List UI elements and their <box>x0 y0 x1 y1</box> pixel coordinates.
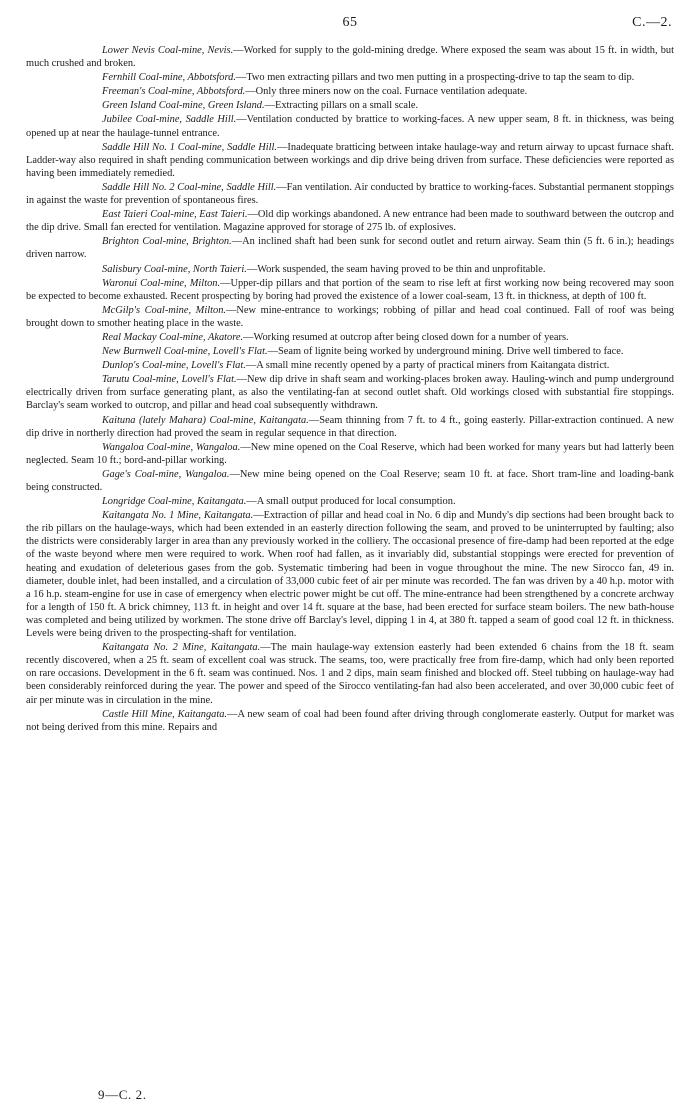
mine-name: Salisbury Coal-mine, North Taieri. <box>102 263 247 275</box>
mine-report-text: —New mine-entrance to workings; robbing of pillar and head coal continued. Fall of roof was being brought down to smother heating place in the waste. <box>26 304 674 329</box>
mine-report-paragraph <box>26 641 674 706</box>
mine-report-text: —Worked for supply to the gold-mining dredge. Where exposed the seam was about 15 ft. in width, but much crushed and broken. <box>26 45 674 70</box>
mine-report-text: —Working resumed at outcrop after being closed down for a number of years. <box>243 331 569 343</box>
mine-name: Gage's Coal-mine, Wangaloa. <box>102 468 230 480</box>
mine-report-paragraph <box>26 208 674 234</box>
mine-name: Saddle Hill No. 1 Coal-mine, Saddle Hill. <box>102 141 278 153</box>
mine-report-text: —The main haulage-way extension easterly had been extended 6 chains from the 18 ft. seam recently discovered, when a 25 ft. seam of excellent coal was struck. The seams, too, were practically free from fire-damp, which had only been reported on rare occasions. Development in the 6 ft. seam was continued. Nos. 1 and 2 dips, main seam finished and blocked off. Steel tubbing on haulage-way had been considerably reinforced during the year. The power and speed of the Sirocco ventilating-fan had also been accelerated, and over 30,000 cubic feet of air per minute was in circulation in the mine. <box>26 642 674 706</box>
mine-report-paragraph <box>26 414 674 440</box>
mine-report-text: —Seam thinning from 7 ft. to 4 ft., going easterly. Pillar-extraction continued. A new dip drive in northerly direction had proved the seam in regular sequence in that direction. <box>26 414 675 439</box>
mine-name: Dunlop's Coal-mine, Lovell's Flat. <box>102 360 246 372</box>
mine-report-paragraph <box>26 235 674 261</box>
mine-report-paragraph <box>26 441 674 467</box>
mine-report-paragraph <box>26 277 674 303</box>
mine-report-paragraph <box>26 113 674 139</box>
mine-name: Jubilee Coal-mine, Saddle Hill. <box>102 114 237 126</box>
mine-name: Tarutu Coal-mine, Lovell's Flat. <box>102 374 237 386</box>
mine-name: Wangaloa Coal-mine, Wangaloa. <box>102 441 241 453</box>
mine-name: Waronui Coal-mine, Milton. <box>102 277 221 289</box>
mine-name: Freeman's Coal-mine, Abbotsford. <box>102 86 246 98</box>
page-header <box>26 16 674 36</box>
mine-report-text: —A small mine recently opened by a party of practical miners from Kaitangata district. <box>245 360 610 372</box>
mine-report-text: —Fan ventilation. Air conducted by brattice to working-faces. Substantial permanent stoppings in against the waste for prevention of spontaneous fires. <box>26 181 674 207</box>
mine-report-text: —Work suspended, the seam having proved to be thin and unprofitable. <box>246 263 546 275</box>
mine-report-text: —Old dip workings abandoned. A new entrance had been made to southward between the outcrop and the dip drive. Small fan erected for ventilation. Magazine approved for storage of 275 lb. of explosives. <box>26 209 674 234</box>
mine-report-paragraph <box>26 99 674 112</box>
mine-report-paragraph <box>26 495 674 508</box>
mine-report-text: —New mine being opened on the Coal Reserve; seam 10 ft. at face. Short tram-line and loading-bank being constructed. <box>26 468 674 493</box>
mine-report-paragraph <box>26 373 674 412</box>
mine-name: New Burnwell Coal-mine, Lovell's Flat. <box>102 346 268 358</box>
mine-report-text: —An inclined shaft had been sunk for second outlet and return airway. Seam thin (5 ft. 6 in.); headings driven narrow. <box>26 236 675 261</box>
mine-name: Brighton Coal-mine, Brighton. <box>102 236 232 248</box>
mine-report-text: —Only three miners now on the coal. Furnace ventilation adequate. <box>245 86 528 98</box>
mine-report-paragraph <box>26 85 674 98</box>
mine-report-text: —Ventilation conducted by brattice to working-faces. A new upper seam, 8 ft. in thickness, was being opened up at near the haulage-tunnel entrance. <box>26 114 674 139</box>
mine-name: East Taieri Coal-mine, East Taieri. <box>102 209 248 221</box>
mine-report-text: —New mine opened on the Coal Reserve, which had been worked for many years but had latterly been neglected. Seam 10 ft.; bord-and-pillar working. <box>26 441 674 466</box>
mine-report-text: —A new seam of coal had been found after driving through conglomerate easterly. Output for market was not being derived from this mine. Repairs and <box>26 708 675 733</box>
mine-report-paragraph <box>26 331 674 344</box>
mine-name: Kaitangata No. 2 Mine, Kaitangata. <box>102 642 261 654</box>
mine-report-text: —A small output produced for local consumption. <box>246 496 456 508</box>
mine-report-paragraph <box>26 708 674 734</box>
document-reference: C.—2. <box>632 15 672 30</box>
mine-name: Saddle Hill No. 2 Coal-mine, Saddle Hill. <box>102 181 277 193</box>
mine-report-paragraph <box>26 468 674 494</box>
mine-name: Kaituna (lately Mahara) Coal-mine, Kaitangata. <box>102 414 309 426</box>
mine-report-text: —Extracting pillars on a small scale. <box>264 100 419 112</box>
mine-report-text: —Extraction of pillar and head coal in No. 6 dip and Mundy's dip sections had been brought back to the rib pillars on the haulage-ways, which had been extended in an easterly direction following the seam, and proved to be uninterrupted by faulting; also the districts were considerably larger in area than any previously worked in the colliery. The occasional presence of fire-damp had been reported at the edge of the waste beyond where men were required to work. When roof had fallen, as it invariably did, substantial stoppings were erected for prevention of heating and exudation of deleterious gases from the gob. Systematic timbering had been in vogue throughout the mine. The new Sirocco fan, 49 in. diameter, double inlet, had been installed, and a circulation of 33,000 cubic feet of air per minute was recorded. The fan was driven by a 40 h.p. motor with a 16 h.p. steam-engine for use in case of emergency when electric power might be cut off. The mine-entrance had been strengthened by a concrete archway for a length of 150 ft. A brick chimney, 113 ft. in height and over 14 ft. square at the base, had been erected for surface steam boilers. The new bath-house was completed and being utilized by workmen. The stone drive off Barclay's level, dipping 1 in 4, at 380 ft. tapped a seam of good coal 12 ft. in thickness. Levels were being driven to the prospecting-shaft for ventilation. <box>26 510 674 640</box>
mine-name: Kaitangata No. 1 Mine, Kaitangata. <box>102 510 254 522</box>
mine-report-text: —Upper-dip pillars and that portion of the seam to rise left at first working now being recovered may soon be expected to become exhausted. Recent prospecting by boring had proved the existence of a lower coal-seam, 13 ft. in thickness, at depth of 100 ft. <box>26 277 674 302</box>
mine-report-paragraph <box>26 345 674 358</box>
report-body <box>26 44 674 734</box>
page-number: 65 <box>342 15 358 30</box>
mine-report-text: —New dip drive in shaft seam and working-places broken away. Hauling-winch and pump underground electrically driven from surface generating plant, as also the ventilating-fan at second outlet shaft. Old workings closed with substantial fire stoppings. Barclay's seam worked to outcrop, and pillar and head coal subsequently withdrawn. <box>26 374 675 412</box>
mine-name: Lower Nevis Coal-mine, Nevis. <box>102 45 234 56</box>
mine-report-paragraph <box>26 359 674 372</box>
mine-report-paragraph <box>26 181 674 207</box>
mine-name: Castle Hill Mine, Kaitangata. <box>102 708 228 720</box>
mine-report-text: —Two men extracting pillars and two men putting in a prospecting-drive to tap the seam to dip. <box>235 72 635 84</box>
mine-name: Green Island Coal-mine, Green Island. <box>102 100 265 112</box>
mine-name: Longridge Coal-mine, Kaitangata. <box>102 496 247 508</box>
mine-report-paragraph <box>26 509 674 640</box>
mine-name: Fernhill Coal-mine, Abbotsford. <box>102 72 236 84</box>
mine-name: McGilp's Coal-mine, Milton. <box>102 304 226 316</box>
mine-report-paragraph <box>26 71 674 84</box>
mine-report-text: —Seam of lignite being worked by underground mining. Drive well timbered to face. <box>267 346 624 358</box>
mine-report-text: —Inadequate bratticing between intake haulage-way and return airway to upcast furnace shaft. Ladder-way also required in shaft pending communication between workings and dip drive being driven from surface. These deficiencies were reported as having been immediately remedied. <box>26 141 674 179</box>
printer-signature: 9—C. 2. <box>98 1087 147 1102</box>
mine-report-paragraph <box>26 44 674 70</box>
mine-name: Real Mackay Coal-mine, Akatore. <box>102 331 244 343</box>
mine-report-paragraph <box>26 263 674 276</box>
mine-report-paragraph <box>26 141 674 180</box>
mine-report-paragraph <box>26 304 674 330</box>
